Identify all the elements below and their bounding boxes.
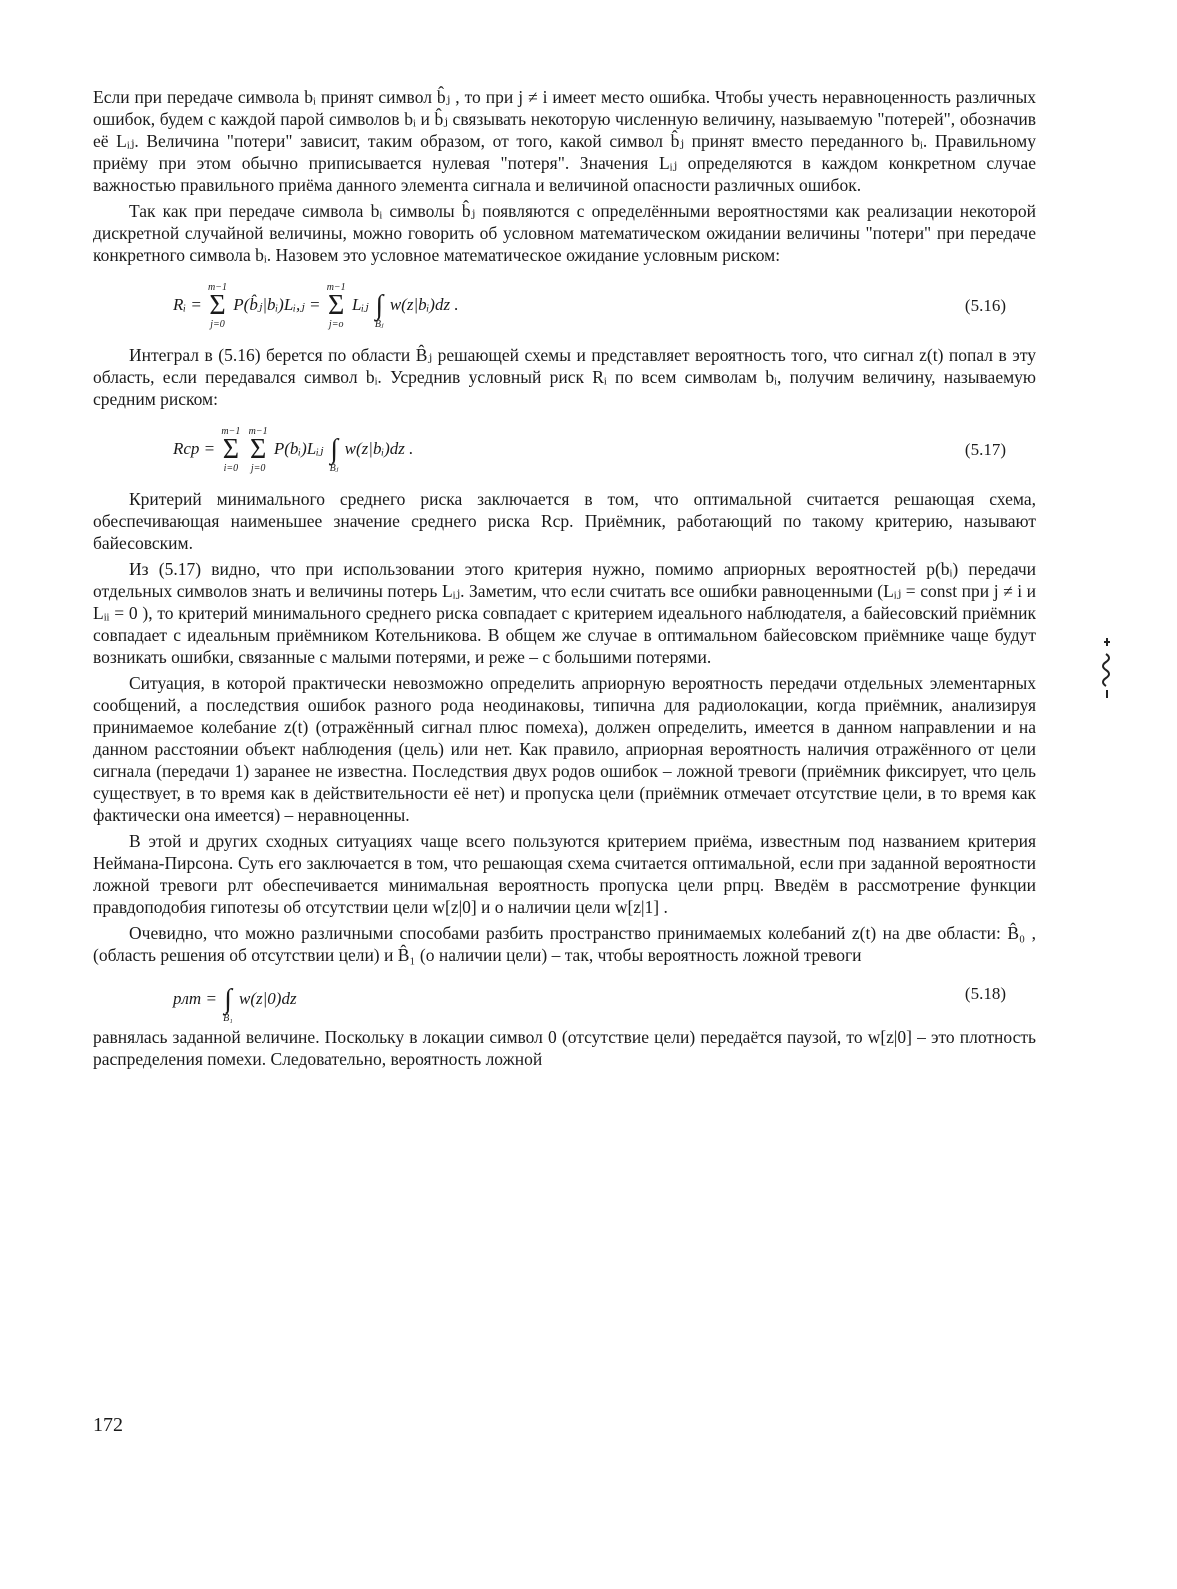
paragraph-3: Интеграл в (5.16) берется по области B̂ⱼ решающей схемы и представляет вероятность того, что сигнал z(t) попал в эту область, если передавался символ bᵢ. Усреднив условный риск Rᵢ по всем символам bᵢ, получим величину, называемую средним риском: bbox=[93, 345, 1036, 409]
eq16-sum-2: m−1 Σ j=o bbox=[326, 282, 346, 330]
paragraph-1: Если при передаче символа bᵢ принят символ b̂ⱼ , то при j ≠ i имеет место ошибка. Чтобы учесть неравноценность различных ошибок, будем с каждой парой символов bᵢ и b̂ⱼ связывать некоторую численную величину, называемую "потерей", обозначив её Lᵢⱼ. Величина "потери" зависит, таким образом, от того, какой символ b̂ⱼ принят вместо переданного bᵢ. Правильному приёму при этом обычно приписывается нулевая "потеря". Значения Lᵢⱼ определяются в каждом конкретном случае важностью правильного приёма данного элемента сигнала и величиной опасности различных ошибок. bbox=[93, 87, 1036, 195]
eq17-number: (5.17) bbox=[964, 440, 1006, 459]
eq16-integral: ∫ B̂ⱼ bbox=[374, 290, 384, 330]
paragraph-5: Из (5.17) видно, что при использовании этого критерия нужно, помимо априорных вероятностей p(bᵢ) передачи отдельных символов знать и величины потерь Lᵢⱼ. Заметим, что если считать все ошибки равноценными (Lᵢⱼ = const при j ≠ i и Lᵢᵢ = 0 ), то критерий минимального среднего риска совпадает с критерием идеального наблюдателя, а байесовский приёмник совпадает с идеальным приёмником Котельникова. В общем же случае в оптимальном байесовском приёмнике чаще будут возникать ошибки, связанные с малыми потерями, и реже – с большими потерями. bbox=[93, 559, 1036, 667]
paragraph-6: Ситуация, в которой практически невозможно определить априорную вероятность передачи отдельных элементарных сообщений, а последствия ошибок разного рода неодинаковы, типична для радиолокации, когда приёмник, анализируя принимаемое колебание z(t) (отражённый сигнал плюс помеха), должен определить, имеется в данном направлении и на данном расстоянии объект наблюдения (цель) или нет. Как правило, априорная вероятность наличия отражённого от цели сигнала (передачи 1) заранее не известна. Последствия двух родов ошибок – ложной тревоги (приёмник фиксирует, что цель существует, в то время как в действительности её нет) и пропуска цели (приёмник отмечает отсутствие цели, в то время как фактически она имеется) – неравноценны. bbox=[93, 673, 1036, 825]
eq18-integral: ∫ B̂₁ bbox=[223, 984, 233, 1024]
paragraph-2: Так как при передаче символа bᵢ символы b̂ⱼ появляются с определёнными вероятностями как реализации некоторой дискретной случайной величины, можно говорить об условном математическом ожидании величины "потери" при передаче конкретного символа bᵢ. Назовем это условное математическое ожидание условным риском: bbox=[93, 201, 1036, 265]
eq17-term: P(bᵢ)Lᵢⱼ bbox=[273, 438, 324, 458]
eq16-lhs: Rᵢ = bbox=[173, 294, 202, 314]
paragraph-7: В этой и других сходных ситуациях чаще всего пользуются критерием приёма, известным под названием критерия Неймана-Пирсона. Суть его заключается в том, что решающая схема считается оптимальной, если при заданной вероятности ложной тревоги pлт обеспечивается минимальная вероятность пропуска цели pпрц. Введём в рассмотрение функции правдоподобия гипотезы об отсутствии цели w[z|0] и о наличии цели w[z|1] . bbox=[93, 831, 1036, 917]
eq18-number: (5.18) bbox=[964, 984, 1006, 1003]
eq17-sum-2: m−1 Σ j=0 bbox=[248, 426, 268, 474]
page-body bbox=[93, 86, 1036, 1074]
paragraph-8: Очевидно, что можно различными способами разбить пространство принимаемых колебаний z(t) на две области: B̂₀ , (область решения об отсутствии цели) и B̂₁ (о наличии цели) – так, чтобы вероятность ложной тревоги bbox=[93, 923, 1036, 965]
eq17-integrand: w(z|bᵢ)dz . bbox=[344, 438, 414, 458]
eq18-integrand: w(z|0)dz bbox=[239, 988, 297, 1008]
eq18-lhs: pлт = bbox=[173, 988, 217, 1008]
eq16-term-2: Lᵢⱼ bbox=[351, 294, 369, 314]
page-number: 172 bbox=[93, 1414, 123, 1436]
paragraph-4: Критерий минимального среднего риска заключается в том, что оптимальной считается решающая схема, обеспечивающая наименьшее значение среднего риска Rср. Приёмник, работающий по такому критерию, называют байесовским. bbox=[93, 489, 1036, 553]
equation-5-16 bbox=[93, 272, 1036, 334]
equation-5-17 bbox=[93, 416, 1036, 478]
handwritten-margin-mark bbox=[1100, 636, 1114, 700]
eq17-lhs: Rср = bbox=[173, 438, 216, 458]
equation-5-18 bbox=[93, 972, 1036, 1024]
eq16-term-1: P(b̂ⱼ|bᵢ)Lᵢ,ⱼ = bbox=[233, 294, 321, 314]
eq16-number: (5.16) bbox=[964, 296, 1006, 315]
eq17-integral: ∫ B̂ⱼ bbox=[329, 434, 339, 474]
eq17-sum-1: m−1 Σ i=0 bbox=[221, 426, 241, 474]
eq16-sum-1: m−1 Σ j=0 bbox=[208, 282, 228, 330]
paragraph-9: равнялась заданной величине. Поскольку в локации символ 0 (отсутствие цели) передаётся паузой, то w[z|0] – это плотность распределения помехи. Следовательно, вероятность ложной bbox=[93, 1027, 1036, 1069]
eq16-integrand: w(z|bᵢ)dz . bbox=[389, 294, 459, 314]
